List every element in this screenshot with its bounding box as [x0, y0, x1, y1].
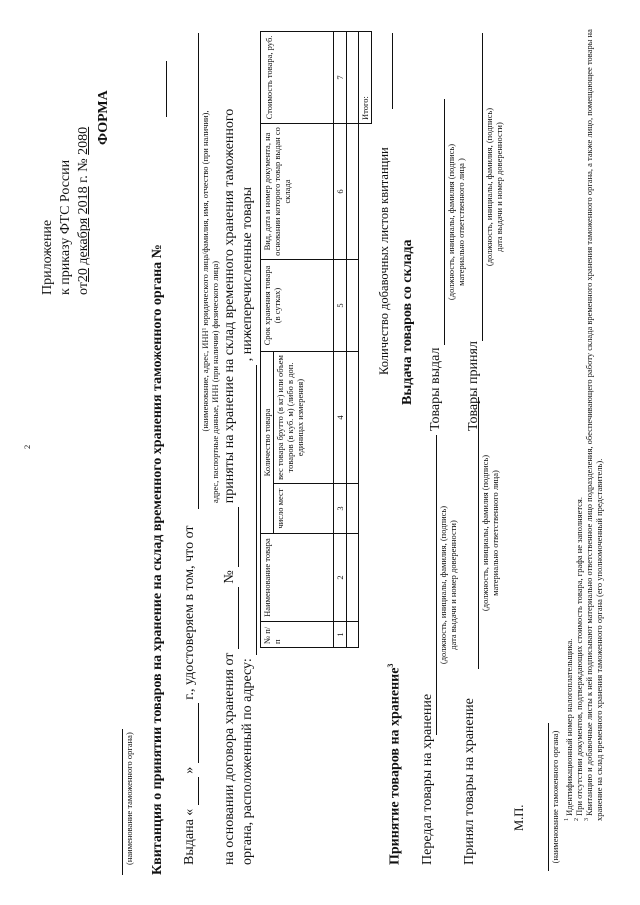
acceptance-accepted-caption-2: материально ответственного лица): [490, 470, 500, 596]
issued-to-caption: (наименование, адрес, ИНН¹ юридического лица/фамилия, имя, отчество (при наличии),: [200, 110, 210, 432]
order-label: к приказу ФТС России: [58, 159, 73, 295]
additional-sheets-line: [392, 33, 393, 109]
col-header-document: Вид, дата и номер документа, на основании которого товар выдан со склада: [261, 124, 334, 260]
table-row: [347, 32, 359, 648]
issue-accepted-caption-2: дата выдачи и номер доверенности): [494, 122, 504, 252]
col-header-no: № п/п: [261, 622, 334, 648]
col-index-5: 5: [334, 260, 347, 352]
col-header-name: Наименование товара: [261, 534, 334, 622]
order-date: от20 декабря 2018 г. № 2080: [76, 126, 91, 295]
col-index-6: 6: [334, 124, 347, 260]
customs-name-line-top: [122, 729, 123, 875]
issued-to-caption-2: адрес, паспортные данные, ИНН (при наличии) физического лица): [210, 260, 220, 503]
col-index-7: 7: [334, 32, 347, 124]
title-number-line: [166, 61, 167, 117]
total-row: [359, 32, 372, 648]
issue-accepted: Товары принял: [466, 341, 481, 431]
acceptance-accepted-line: [478, 397, 479, 669]
acceptance-handed-over: Передал товары на хранение: [420, 693, 435, 865]
col-header-cost: Стоимость товара, руб.: [261, 32, 334, 124]
acceptance-handed-over-caption-2: дата выдачи и номер доверенности): [448, 520, 458, 650]
footnote-3: $^3$ Квитанцию и добавочные листы к ней подписывают материально ответственное лицо подразделения, обеспечивающего работу склада временного хранения таможенного органа, а также лицо, помещающее товары на хранение на склад временного хранения таможенного органа (его уполномоченный представитель).: [584, 29, 604, 821]
col-header-places: число мест: [274, 484, 334, 534]
col-index-3: 3: [334, 484, 347, 534]
customs-name-caption-top: (наименование таможенного органа): [124, 732, 134, 865]
footnote-2: $^2$ При отсутствии документов, подтверждающих стоимость товара, графа не заполняется.: [574, 497, 584, 821]
page-number: 2: [22, 444, 32, 449]
issued-line: Выдана « » г., удостоверяем в том, что от: [182, 525, 197, 865]
acceptance-handed-over-line: [436, 435, 437, 735]
goods-table: [260, 31, 372, 648]
total-label: Итого:: [359, 32, 372, 124]
location-line: органа, расположенный по адресу: , нижеперечисленные товары: [240, 186, 255, 865]
contract-basis-line: на основании договора хранения от № приняты на хранение на склад временного хранения таможенного: [222, 108, 237, 865]
issue-title: Выдача товаров со склада: [400, 239, 415, 405]
appendix-label: Приложение: [40, 219, 55, 295]
document-title: Квитанция о принятии товаров на хранение на склад временного хранения таможенного органа №: [150, 244, 165, 875]
acceptance-title: Принятие товаров на хранение$^3$: [386, 663, 403, 865]
acceptance-accepted-caption: (должность, инициалы, фамилия (подпись): [480, 454, 490, 612]
form-label: ФОРМА: [96, 90, 111, 145]
issue-accepted-line: [482, 33, 483, 341]
col-index-1: 1: [334, 622, 347, 648]
issue-handed-over-caption: (должность, инициалы, фамилия (подпись): [446, 143, 456, 301]
col-header-storage-term: Срок хранения товара (в сутках): [261, 260, 334, 352]
col-index-4: 4: [334, 352, 347, 484]
acceptance-handed-over-caption: (должность, инициалы, фамилия, (подпись): [438, 505, 448, 665]
issue-accepted-caption: (должность, инициалы, фамилия, (подпись): [484, 107, 494, 267]
col-header-quantity: Количество товара: [261, 352, 274, 534]
col-index-2: 2: [334, 534, 347, 622]
issue-handed-over: Товары выдал: [428, 347, 443, 431]
acceptance-accepted: Принял товары на хранение: [462, 698, 477, 865]
issued-to-line: [198, 33, 199, 509]
customs-name-line-bottom: [548, 723, 549, 871]
additional-sheets-label: Количество добавочных листов квитанции: [377, 147, 391, 375]
stamp-place: М.П.: [512, 804, 526, 831]
issue-handed-over-caption-2: материально ответственного лица ): [456, 158, 466, 286]
customs-name-caption-bottom: (наименование таможенного органа): [550, 730, 560, 864]
col-header-weight: вес товара брутто (в кг) или объем товаров (в куб. м) (либо в доп. единицах измерения): [274, 352, 334, 484]
issue-handed-over-line: [444, 99, 445, 345]
footnote-1: $^1$ Идентификационный номер налогоплательщика.: [564, 638, 574, 821]
